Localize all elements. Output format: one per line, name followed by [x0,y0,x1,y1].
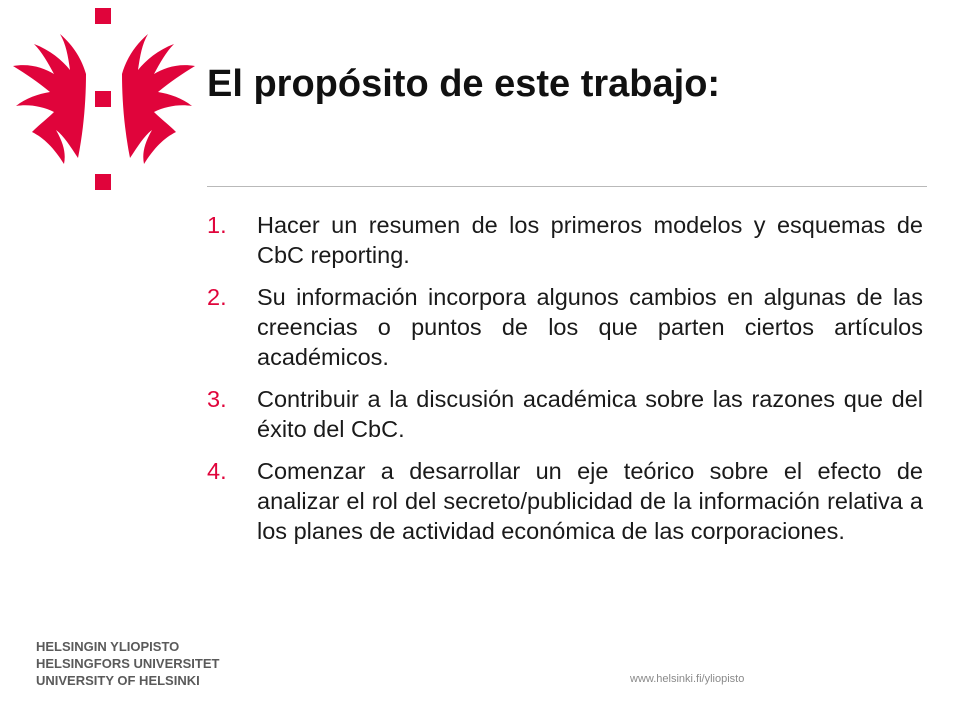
title-divider [207,186,927,187]
footer-url: www.helsinki.fi/yliopisto [630,673,745,685]
list-item-number: 4. [207,458,227,484]
list-item-text: Su información incorpora algunos cambios en algunas de las creencias o puntos de los que parten ciertos artículos académicos. [257,284,923,370]
list-item-number: 2. [207,284,227,310]
list-item [207,384,923,444]
purpose-list [207,210,923,558]
university-wordmark [36,638,219,689]
list-item [207,282,923,372]
list-item-number: 3. [207,386,227,412]
list-item [207,456,923,546]
wordmark-line-english: UNIVERSITY OF HELSINKI [36,673,200,688]
wordmark-line-finnish: HELSINGIN YLIOPISTO [36,639,180,654]
list-item-text: Hacer un resumen de los primeros modelos y esquemas de CbC reporting. [257,212,923,268]
helsinki-flame-logo-icon [8,8,200,192]
list-item-number: 1. [207,212,227,238]
list-item-text: Comenzar a desarrollar un eje teórico sobre el efecto de analizar el rol del secreto/publicidad de la información relativa a los planes de actividad económica de las corporaciones. [257,458,923,544]
slide-title: El propósito de este trabajo: [207,63,721,105]
list-item-text: Contribuir a la discusión académica sobre las razones que del éxito del CbC. [257,386,923,442]
list-item [207,210,923,270]
wordmark-line-swedish: HELSINGFORS UNIVERSITET [36,656,220,671]
